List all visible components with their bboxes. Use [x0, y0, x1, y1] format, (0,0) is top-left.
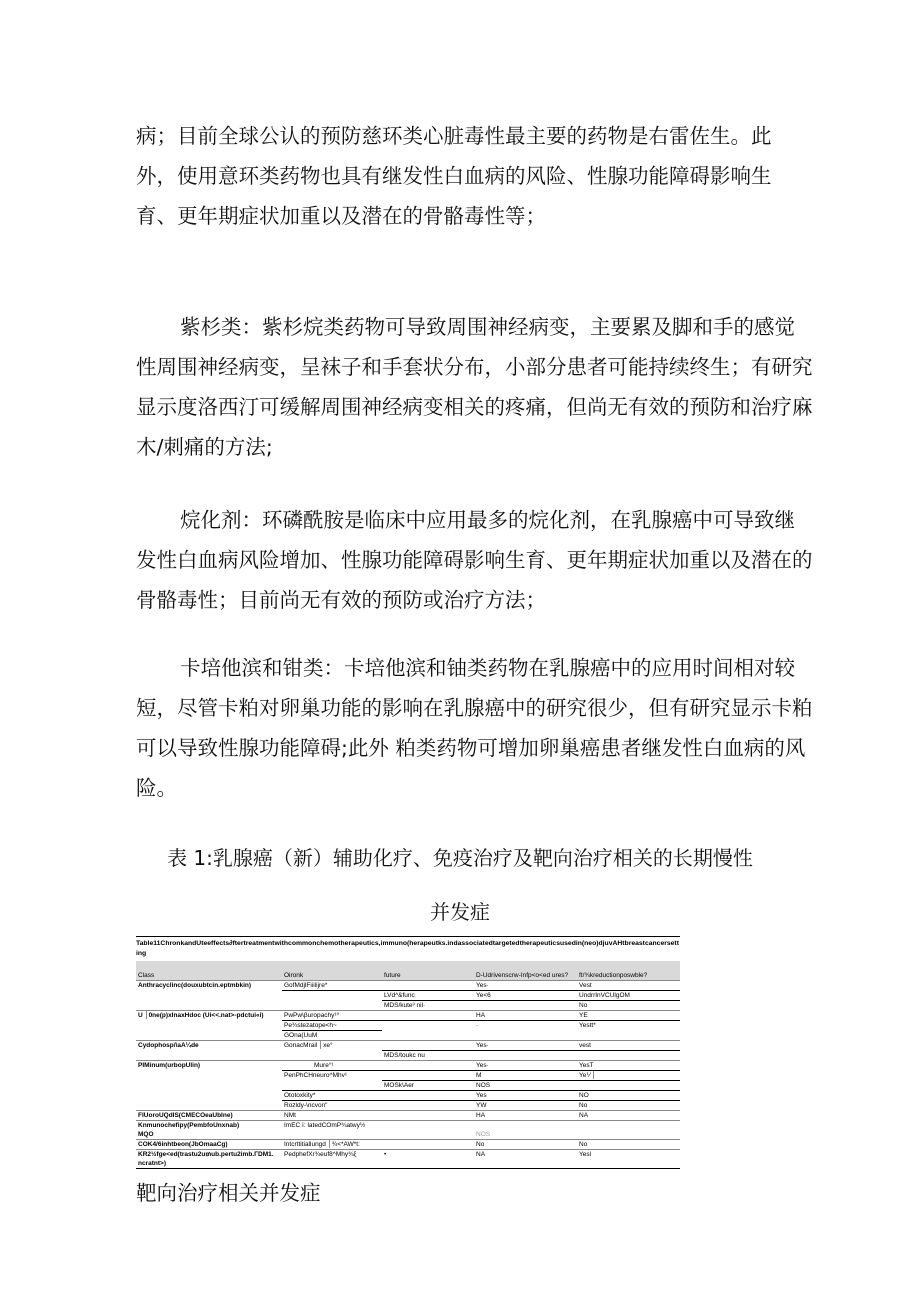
cell	[136, 1031, 282, 1041]
table-row	[136, 1031, 680, 1041]
cell: Rozldy-\ncvon"	[282, 1101, 382, 1111]
col-header-class: Class	[136, 961, 282, 981]
table-row	[136, 1061, 680, 1071]
cell: GOna(UuM	[282, 1031, 382, 1041]
table-caption-continued: 并发症	[430, 900, 490, 924]
table-row	[136, 991, 680, 1001]
cell	[577, 1130, 680, 1140]
cell: Pe¾stezatope<h~	[282, 1021, 382, 1031]
table-grid	[136, 961, 680, 1169]
table-header-row	[136, 961, 680, 981]
paragraph-anthracycline	[136, 116, 796, 236]
cell: NA	[577, 1111, 680, 1121]
cell: PwPw\βuropachy¹⁰	[282, 1011, 382, 1021]
cell: ImEC ⅰ: latedCOmP¾atwy½	[282, 1121, 382, 1131]
cell: HA	[474, 1011, 577, 1021]
cell: Ototoxkity*	[282, 1091, 382, 1101]
cell	[136, 1021, 282, 1031]
section-heading-targeted-therapy: 靶向治疗相关并发症	[136, 1181, 321, 1205]
cell: No	[577, 1140, 680, 1150]
cell	[136, 991, 282, 1001]
cell: Mure°¹	[282, 1061, 382, 1071]
cell	[282, 1051, 382, 1061]
text-line: 骨骼毒性；目前尚无有效的预防或治疗方法；	[136, 588, 546, 612]
cell	[282, 1001, 382, 1011]
text-line: 木/刺痛的方法;	[136, 435, 273, 459]
cell	[136, 1081, 282, 1091]
cell	[382, 1130, 474, 1140]
cell	[474, 1121, 577, 1131]
cell: No	[577, 1001, 680, 1011]
table-row	[136, 1011, 680, 1021]
cell	[577, 1159, 680, 1169]
cell	[382, 1140, 474, 1150]
cell: No	[577, 1101, 680, 1111]
text-line: 险。	[136, 776, 177, 800]
table-title: Table11ChronkandUteeffects∂ftertreatmentwithcommonchemotherapeutics,immuno(herapeutks.indassociatedtargetedtherapeuticsusedin(neo)djuvAHtbreastcancersetting	[136, 936, 680, 959]
text-line: 性周围神经病变，呈袜子和手套状分布，小部分患者可能持续终生；有研究	[136, 355, 813, 379]
table-row	[136, 1041, 680, 1051]
table-row	[136, 1121, 680, 1131]
cell: PIMinum(urbopUlin)	[136, 1061, 282, 1071]
cell: Vest	[577, 981, 680, 991]
cell	[282, 991, 382, 1001]
cell: NOS	[476, 1131, 491, 1138]
paragraph-capecitabine-platinum	[136, 648, 813, 808]
cell: Yesl	[577, 1150, 680, 1160]
text-line: 育、更年期症状加重以及潜在的骨骼毒性等；	[136, 204, 546, 228]
cell: ·	[474, 1021, 577, 1031]
paragraph-alkylating	[136, 500, 813, 620]
cell: PenPhCHneuro^Mhv¹	[282, 1071, 382, 1081]
cell: Yestt*	[577, 1021, 680, 1031]
cell: ncratnt>)	[138, 1160, 166, 1167]
cell: Anthracyclinc(douxubtcin.eptmbkin)	[136, 981, 282, 991]
cell: Ye⅟ │	[577, 1071, 680, 1081]
cell	[136, 1091, 282, 1101]
table-row	[136, 981, 680, 991]
cell	[382, 1041, 474, 1051]
cell	[474, 1031, 577, 1041]
cell: vest	[577, 1041, 680, 1051]
cell	[474, 1051, 577, 1061]
table-row	[136, 1140, 680, 1150]
cell: YE	[577, 1011, 680, 1021]
table-caption: 表 1:乳腺癌（新）辅助化疗、免疫治疗及靶向治疗相关的长期慢性	[167, 846, 753, 870]
cell	[382, 1061, 474, 1071]
cell: Yes·	[474, 1061, 577, 1071]
cell: HA	[474, 1111, 577, 1121]
cell	[382, 1159, 474, 1169]
cell: •	[382, 1150, 474, 1160]
cell: NO	[577, 1091, 680, 1101]
col-header-chronic: Oironk	[282, 961, 382, 981]
text-line: 短，尽管卡粕对卵巢功能的影响在乳腺癌中的研究很少，但有研究显示卡粕	[136, 696, 813, 720]
table-row	[136, 1021, 680, 1031]
col-header-future: future	[382, 961, 474, 981]
cell	[382, 1111, 474, 1121]
cell: NA	[474, 1150, 577, 1160]
cell: M	[474, 1071, 577, 1081]
cell: Ye<6	[474, 991, 577, 1001]
text-line: 烷化剂：环磷酰胺是临床中应用最多的烷化剂，在乳腺癌中可导致继	[180, 508, 795, 532]
cell: Intcrttitiallungd │¾<*AW*t:	[282, 1140, 382, 1150]
cell	[382, 1021, 474, 1031]
text-line: 可以导致性腺功能障碍;此外 粕类药物可增加卵巢癌患者继发性白血病的风	[136, 736, 806, 760]
table-row	[136, 1150, 680, 1160]
cell: Yes	[474, 1091, 577, 1101]
cell	[577, 1031, 680, 1041]
cell: NOS	[474, 1081, 577, 1091]
cell	[382, 1101, 474, 1111]
cell: Yes·	[474, 981, 577, 991]
cell: No	[474, 1140, 577, 1150]
table-row	[136, 1159, 680, 1169]
cell	[136, 1101, 282, 1111]
table-row	[136, 1001, 680, 1011]
cell: U │0ne(p)xInaxHdoc (Ui<<.nat>-pdctui«i)	[136, 1011, 282, 1021]
chronic-effects-table	[136, 936, 680, 1169]
cell: MDS/toukc nu	[382, 1051, 474, 1061]
text-line: 卡培他滨和钳类：卡培他滨和铀类药物在乳腺癌中的应用时间相对较	[180, 656, 795, 680]
cell: COK4/6inhtbeon(JbOmaaCg)	[136, 1140, 282, 1150]
text-line: 显示度洛西汀可缓解周围神经病变相关的疼痛，但尚无有效的预防和治疗麻	[136, 395, 813, 419]
col-header-risk-reduction: ft/¾kreductionposwble?	[577, 961, 680, 981]
cell	[382, 981, 474, 991]
cell	[577, 1121, 680, 1131]
cell	[136, 1071, 282, 1081]
cell	[382, 1011, 474, 1021]
cell: KR2½fge<ed(trastu2u₥ub.pertu2imb.ΓDM1.	[136, 1150, 282, 1160]
cell: MOSk\Aer	[382, 1081, 474, 1091]
cell	[382, 1121, 474, 1131]
cell: YW	[474, 1101, 577, 1111]
text-line: 病；目前全球公认的预防慈环类心脏毒性最主要的药物是右雷佐生。此	[136, 124, 772, 148]
table-row	[136, 1091, 680, 1101]
cell	[136, 1051, 282, 1061]
cell	[577, 1081, 680, 1091]
table-row	[136, 1081, 680, 1091]
cell	[382, 1091, 474, 1101]
cell	[474, 1159, 577, 1169]
text-line: 紫杉类：紫杉烷类药物可导致周围神经病变，主要累及脚和手的感觉	[180, 315, 795, 339]
cell	[577, 1051, 680, 1061]
paragraph-taxanes	[136, 307, 813, 467]
col-header-dose-driven: D-Udrivenscrw-Infp<o<ed ures?	[474, 961, 577, 981]
cell: NMt	[282, 1111, 382, 1121]
table-row	[136, 1111, 680, 1121]
text-line: 发性白血病风险增加、性腺功能障碍影响生育、更年期症状加重以及潜在的	[136, 548, 813, 572]
cell	[282, 1159, 382, 1169]
cell: UndrrInVCUlgOM	[577, 991, 680, 1001]
cell	[474, 1001, 577, 1011]
cell: Knmunochefipy(PembfoUnxnab)	[136, 1121, 282, 1131]
text-line: 外，使用意环类药物也具有继发性白血病的风险、性腺功能障碍影响生	[136, 164, 772, 188]
cell	[282, 1081, 382, 1091]
cell: GonacMrail │xe°	[282, 1041, 382, 1051]
cell: FIUoroUQdIS(CMECOeaUbIne)	[136, 1111, 282, 1121]
cell	[382, 1071, 474, 1081]
table-row	[136, 1071, 680, 1081]
cell	[282, 1130, 382, 1140]
cell: GofMdjlFiiilijre*	[282, 981, 382, 991]
cell: MDS/kute³ nil·	[382, 1001, 474, 1011]
cell: PedphefXr¾euf8^Mhy¾ξ	[282, 1150, 382, 1160]
table-row	[136, 1101, 680, 1111]
table-row	[136, 1051, 680, 1061]
table-row	[136, 1130, 680, 1140]
cell	[136, 1001, 282, 1011]
cell: LVd^&func	[382, 991, 474, 1001]
cell: Cydophosp/\aA¼de	[136, 1041, 282, 1051]
cell: MQO	[138, 1131, 154, 1138]
cell: Yes·	[474, 1041, 577, 1051]
cell	[382, 1031, 474, 1041]
cell: YesT	[577, 1061, 680, 1071]
